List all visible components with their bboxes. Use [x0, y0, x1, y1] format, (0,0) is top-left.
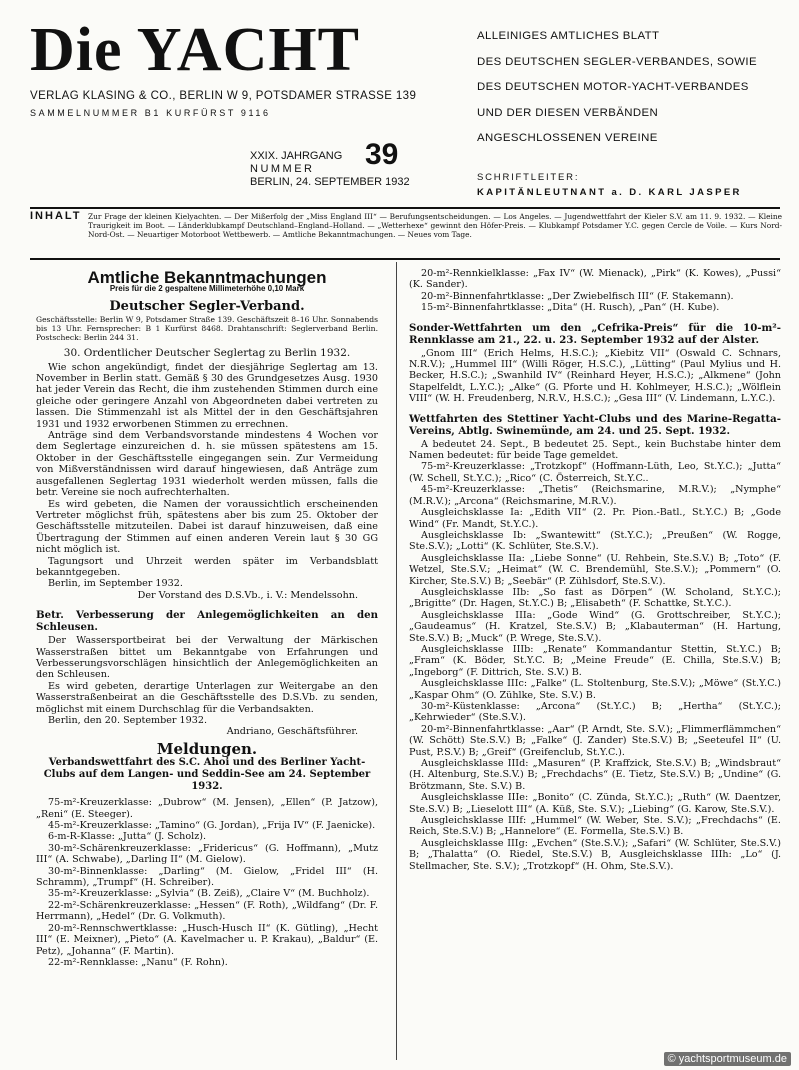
entry: Ausgleichsklasse Ib: „Swantewitt“ (St.Y.C.); „Preußen“ (W. Rogge, Ste.S.V.); „Lotti“ (K. Schlüter, Ste.S.V.). [409, 529, 781, 553]
entry: 20-m²-Rennkielklasse: „Fax IV“ (W. Mienack), „Pirk“ (K. Kowes), „Pussi“ (K. Sander). [409, 268, 781, 291]
stettin-intro: A bedeutet 24. Sept., B bedeutet 25. Sept., kein Buchstabe hinter dem Namen bedeutet: für beide Tage gemeldet. [409, 438, 781, 462]
official-line: UND DER DIESEN VERBÄNDEN [477, 106, 659, 119]
entry: 30-m²-Schärenkreuzerklasse: „Fridericus“ (G. Hoffmann), „Mutz III“ (A. Schwabe), „Darling II“ (M. Gielow). [36, 842, 378, 866]
official-line: ALLEINIGES AMTLICHES BLATT [477, 30, 660, 42]
entry: 20-m²-Binnenfahrtklasse: „Aar“ (P. Arndt, Ste. S.V.); „Flimmerflämmchen“ (W. Schött) Ste.S.V.) B; „Falke“ (J. Zander) Ste.S.V.) B; „Seeteufel II“ (U. Pust, P.S.V.) B; „Greif“ (Greifenclub, St.Y.C.). [409, 723, 781, 758]
entry: Ausgleichsklasse IIIb: „Renate“ Kommandantur Stettin, St.Y.C.) B; „Fram“ (K. Böder, St.Y.C. B; „Meine Freude“ (E. Chilla, Ste.S.V.) B; „Ingeborg“ (F. Dittrich, Ste. S.V.) B. [409, 643, 781, 678]
magazine-title: Die YACHT [30, 16, 360, 84]
entry: 20-m²-Binnenfahrtklasse: „Der Zwiebelfisch III“ (F. Stakemann). [421, 290, 734, 302]
paragraph: Anträge sind dem Verbandsvorstande mindestens 4 Wochen vor dem Seglertage einzureichen d. h. sie müssen spätestens am 15. Oktober in der Geschäftsstelle eingegangen sein. Zur Vermeidung von Mißverständnissen wird darauf hingewiesen, daß Anträge zum ausgefallenen Seglertag 1931 wiederholt werden müssen, falls die betr. Vereine sie noch aufrechterhalten. [36, 430, 378, 499]
right-column [409, 268, 781, 872]
entry: Ausgleichsklasse IIa: „Liebe Sonne“ (U. Rehbein, Ste.S.V.) B; „Toto“ (F. Wetzel, Ste.S.V.; „Heimat“ (W. C. Brendemühl, Ste.S.V.); „Pommern“ (O. Kircher, Ste.S.V.) B; „Seebär“ (P. Zühlsdorf, Ste.S.V.). [409, 552, 781, 587]
entry: 35-m²-Kreuzerklasse: „Sylvia“ (B. Zeiß), „Claire V“ (M. Buchholz). [48, 888, 370, 900]
official-line: DES DEUTSCHEN SEGLER-VERBANDES, SOWIE [477, 55, 757, 68]
entry: „Gnom III“ (Erich Helms, H.S.C.); „Kiebitz VII“ (Oswald C. Schnars, N.R.V.); „Hummel III“ (Willi Röger, H.S.C.), „Lütting“ (Paul Mylius und H. Becker, H.S.C.); „Swanhild IV“ (Reinhard Heyer, H.S.C.); „Alkmene“ (John Stapelfeldt, L.Y.C.); „Alke“ (G. Pforte und H. Kohlmeyer, H.S.C.); „Wölflein VIII“ (W. H. Freudenberg, N.R.V., H.S.C.); „Gesa III“ (V. Lindemann, L.Y.C.). [409, 347, 781, 405]
place-date: Berlin, im September 1932. [48, 578, 183, 590]
copyright-watermark: © yachtsportmuseum.de [664, 1052, 791, 1066]
contents-label: INHALT [30, 210, 82, 222]
official-line: ANGESCHLOSSENEN VEREINE [477, 132, 658, 144]
paragraph: Es wird gebeten, derartige Unterlagen zur Weitergabe an den Wasserstraßenbeirat an die Geschäftsstelle des D.S.Vb. zu senden, möglichst mit einem Durchschlag für die Verbandsakten. [36, 680, 378, 715]
official-organ-note [477, 24, 787, 152]
entry: Ausgleichsklasse IIIc: „Falke“ (L. Stoltenburg, Ste.S.V.); „Möwe“ (St.Y.C.) „Kaspar Ohm“ (O. Zühlke, Ste. S.V.) B. [409, 678, 781, 701]
issue-date: BERLIN, 24. SEPTEMBER 1932 [250, 176, 410, 188]
cefrika-title: Sonder-Wettfahrten um den „Cefrika-Preis“ für die 10-m²-Rennklasse am 21., 22. u. 23. September 1932 auf der Alster. [409, 321, 781, 346]
dsv-title: Deutscher Segler-Verband. [109, 298, 305, 314]
editor-name: KAPITÄNLEUTNANT a. D. KARL JASPER [477, 187, 742, 198]
editor-info [477, 170, 787, 200]
header-rule [30, 207, 780, 209]
entry: Ausgleichsklasse IIb: „So fast as Dörpen“ (W. Scholand, St.Y.C.); „Brigitte“ (Dr. Hagen, St.Y.C.) B; „Elisabeth“ (F. Schattke, St.Y.C.). [409, 586, 781, 610]
meldungen-title: Meldungen. [156, 739, 258, 758]
schleusen-title: Betr. Verbesserung der Anlegemöglichkeiten an den Schleusen. [36, 609, 378, 634]
paragraph: Es wird gebeten, die Namen der voraussichtlich erscheinenden Vertreter möglichst früh, spätestens aber bis zum 25. Oktober der Geschäftsstelle mitzuteilen. Dabei ist darauf hinzuweisen, daß eine Übertragung der Stimmen auf einen anderen Verein laut § 30 GG nicht möglich ist. [36, 498, 378, 556]
entry: 45-m²-Kreuzerklasse: „Tamino“ (G. Jordan), „Frija IV“ (F. Jaenicke). [48, 820, 376, 832]
stettin-title: Wettfahrten des Stettiner Yacht-Clubs und des Marine-Regatta-Vereins, Abtlg. Swinemünde, am 24. und 25. Sept. 1932. [409, 412, 781, 437]
price-note: Preis für die 2 gespaltene Millimeterhöhe 0,10 Mark [109, 284, 305, 294]
issue-number: 39 [365, 138, 399, 171]
place-date: Berlin, den 20. September 1932. [48, 715, 208, 726]
paragraph: Der Wassersportbeirat bei der Verwaltung der Märkischen Wasserstraßen bittet um Bekanntgabe von Erfahrungen und Verbesserungsvorschlägen hinsichtlich der Anlegemöglichkeiten an den Schleusen. [36, 635, 378, 681]
entry: Ausgleichsklasse IIIg: „Evchen“ (Ste.S.V.); „Safari“ (W. Schlüter, Ste.S.V.) B; „Thalatta“ (O. Riedel, Ste.S.V.) B, Ausgleichsklasse IIIh: „Lo“ (J. Stellmacher, Ste. S.V.); „Trotzkopf“ (H. Ohm, Ste.S.V.). [409, 837, 781, 872]
entry: 30-m²-Küstenklasse: „Arcona“ (St.Y.C.) B; „Hertha“ (St.Y.C.); „Kehrwieder“ (Ste.S.V.). [409, 701, 781, 724]
entry: 20-m²-Rennschwertklasse: „Husch-Husch II“ (K. Gütling), „Hecht III“ (E. Meixner), „Pieto“ (A. Kavelmacher u. P. Krakau), „Baldur“ (E. Petz), „Johanna“ (F. Martin). [36, 922, 378, 957]
table-of-contents [30, 212, 782, 240]
entry: Ausgleichsklasse IIId: „Masuren“ (P. Kraffzick, Ste.S.V.) B; „Windsbraut“ (H. Altenburg, Ste.S.V.) B; „Frechdachs“ (E. Tietz, Ste.S.V.) B; „Undine“ (G. Brötzmann, Ste. S.V.) B. [409, 758, 781, 792]
entry: 75-m²-Kreuzerklasse: „Dubrow“ (M. Jensen), „Ellen“ (P. Jatzow), „Reni“ (E. Steeger). [36, 797, 378, 820]
official-line: DES DEUTSCHEN MOTOR-YACHT-VERBANDES [477, 81, 749, 93]
issue-year: XXIX. JAHRGANG [250, 150, 343, 162]
section-heading: Amtliche Bekanntmachungen [87, 268, 327, 287]
dsv-info: Geschäftsstelle: Berlin W 9, Potsdamer Straße 139. Geschäftszeit 8–16 Uhr. Sonnabends bis 13 Uhr. Fernsprecher: B 1 Kurfürst 8468. Drahtanschrift: Seglerverband Berlin. Postscheck: Berlin 244 31. [36, 315, 378, 343]
editor-label: SCHRIFTLEITER: [477, 172, 580, 183]
entry: Ausgleichsklasse IIIf: „Hummel“ (W. Weber, Ste. S.V.); „Frechdachs“ (E. Reich, Ste.S.V.) B; „Hannelore“ (E. Formella, Ste.S.V.) B. [409, 815, 781, 838]
signature: Andriano, Geschäftsführer. [226, 726, 358, 738]
paragraph: Wie schon angekündigt, findet der diesjährige Seglertag am 13. November in Berlin statt. Gemäß § 30 des Grundgesetzes Ausg. 1930 hat jeder Verein das Recht, die ihm zustehenden Stimmen durch eine gleiche oder geringere Anzahl von Abgeordneten dabei vertreten zu lassen. Die Stimmenzahl ist als Mittel der in den Geschäftsjahren 1931 und 1932 erworbenen Stimmen zu errechnen. [36, 361, 378, 430]
signature: Der Vorstand des D.S.Vb., i. V.: Mendelssohn. [137, 589, 358, 601]
entry: 15-m²-Binnenfahrtklasse: „Dita“ (H. Rusch), „Pan“ (H. Kube). [421, 302, 720, 314]
entry: 30-m²-Binnenklasse: „Darling“ (M. Gielow, „Fridel III“ (H. Schramm), „Trumpf“ (H. Schreiber). [36, 865, 378, 889]
column-divider [396, 262, 397, 1060]
ahoi-title: Verbandswettfahrt des S.C. Ahoi und des Berliner Yacht-Clubs auf dem Langen- und Seddin-See am 24. September 1932. [43, 757, 371, 793]
entry: 22-m²-Schärenkreuzerklasse: „Hessen“ (F. Roth), „Wildfang“ (Dr. F. Herrmann), „Hedel“ (Dr. G. Volkmuth). [36, 899, 378, 923]
paragraph: Tagungsort und Uhrzeit werden später im Verbandsblatt bekanntgegeben. [36, 555, 378, 578]
phone-line: SAMMELNUMMER B1 KURFÜRST 9116 [30, 108, 271, 118]
issue-info [250, 138, 450, 189]
entry: Ausgleichsklasse Ia: „Edith VII“ (2. Pr. Pion.-Batl., St.Y.C.) B; „Gode Wind“ (Fr. Mandt, St.Y.C.). [409, 507, 781, 530]
entry: 22-m²-Rennklasse: „Nanu“ (F. Rohn). [48, 956, 228, 968]
masthead [30, 16, 470, 118]
contents-text: Zur Frage der kleinen Kielyachten. — Der Mißerfolg der „Miss England III“ — Berufungsentscheidungen. — Los Angeles. — Jugendwettfahrt der Kieler S.V. am 11. 9. 1932. — Kleine Traurigkeit im Boot. — Länderklubkampf Deutschland–England–Holland. — „Wetterhexe“ gewinnt den Höfer-Preis. — Klubkampf Potsdamer Y.C. gegen Cercle de Voile. — Kurs Nord-Nord-Ost. — Neuartiger Motorboot Wettbewerb. — Amtliche Bekanntmachungen. — Neues vom Tage. [88, 212, 782, 240]
left-column [36, 268, 378, 968]
entry: Ausgleichsklasse IIIa: „Gode Wind“ (G. Grottschreiber, St.Y.C.); „Gaudeamus“ (H. Kratzel, Ste.S.V.) B; „Klabauterman“ (H. Hartung, Ste.S.V.) B; „Muck“ (P. Wrege, Ste.S.V.). [409, 609, 781, 644]
entry: 45-m²-Kreuzerklasse: „Thetis“ (Reichsmarine, M.R.V.); „Nymphe“ (M.R.V.); „Arcona“ (Reichsmarine, M.R.V.). [409, 484, 781, 507]
entry: 6-m-R-Klasse: „Jutta“ (J. Scholz). [48, 831, 207, 843]
publisher-line: VERLAG KLASING & CO., BERLIN W 9, POTSDAMER STRASSE 139 [30, 90, 417, 102]
seglertag-title: 30. Ordentlicher Deutscher Seglertag zu Berlin 1932. [63, 347, 351, 360]
issue-number-label: NUMMER [250, 163, 315, 175]
contents-rule [30, 258, 780, 260]
entry: Ausgleichsklasse IIIe: „Bonito“ (C. Zünda, St.Y.C.); „Ruth“ (W. Daentzer, Ste.S.V.) B; „Lieselott III“ (A. Küß, Ste. S.V.); „Liebing“ (G. Karow, Ste.S.V.). [409, 792, 781, 815]
entry: 75-m²-Kreuzerklasse: „Trotzkopf“ (Hoffmann-Lüth, Leo, St.Y.C.); „Jutta“ (W. Schell, St.Y.C.); „Rico“ (C. Österreich, St.Y.C.. [409, 461, 781, 484]
